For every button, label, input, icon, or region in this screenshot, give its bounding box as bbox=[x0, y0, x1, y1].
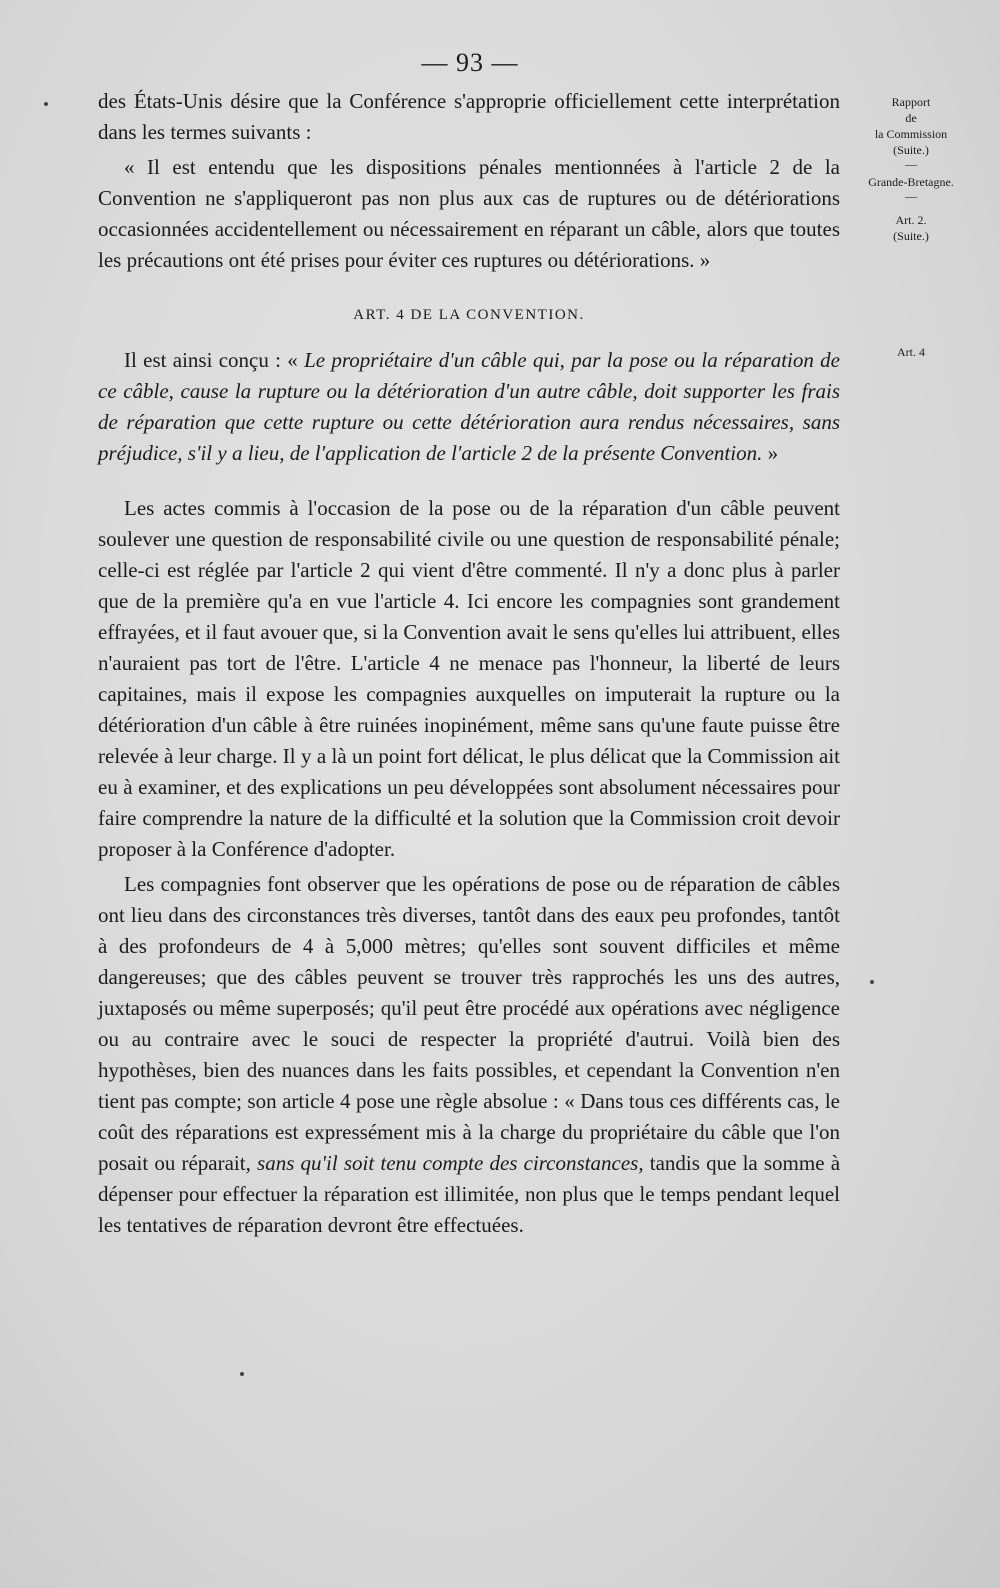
paper-speck bbox=[870, 980, 874, 984]
margin-article-4: Art. 4 bbox=[897, 345, 925, 359]
companies-text-b: tandis que la somme à dépenser pour effectuer la réparation est illimitée, non plus que le temps pendant lequel les tentatives de réparation devront être effectuées. bbox=[98, 1151, 841, 1237]
main-text bbox=[98, 86, 840, 1241]
margin-rapport-line: de bbox=[905, 111, 917, 125]
paragraph-commentary: Les actes commis à l'occasion de la pose ou de la réparation d'un câble peuvent soulever une question de responsabilité civile ou une question de responsabilité pénale; celle-ci est réglée par l'article 2 qui vient d'être commenté. Il n'y a donc plus à parler que de la première qu'a en vue l'article 4. Ici encore les compagnies sont grandement effrayées, et il faut avouer que, si la Convention avait le sens qu'elles lui attribuent, elles n'auraient pas tort de l'être. L'article 4 ne menace pas l'honneur, la liberté de leurs capitaines, mais il expose les compagnies auxquelles on imputerait la rupture ou la détérioration d'un câble à être ruinées inopinément, même sans qu'une faute puisse être relevée à leur charge. Il y a là un point fort délicat, le plus délicat que la Commission ait eu à examiner, et des explications un peu développées sont absolument nécessaires pour faire comprendre la nature de la difficulté et la solution que la Commission croit devoir proposer à la Conférence d'adopter. bbox=[98, 496, 840, 861]
paper-speck bbox=[240, 1372, 244, 1376]
paragraph-companies bbox=[98, 869, 840, 1241]
article-quote-end: » bbox=[767, 441, 779, 465]
page-number: — 93 — bbox=[421, 48, 519, 77]
margin-country: Grande-Bretagne. bbox=[868, 175, 954, 189]
margin-article-2-suite: (Suite.) bbox=[893, 229, 929, 243]
paragraph-intro: des États-Unis désire que la Conférence s'approprie officiellement cette interprétation dans les termes suivants : bbox=[98, 89, 840, 144]
companies-text-a: Les compagnies font observer que les opérations de pose ou de réparation de câbles ont lieu dans des circonstances très diverses, tantôt dans des eaux peu profondes, tantôt à des profondeurs de 4 à 5,000 mètres; qu'elles sont souvent difficiles et même dangereuses; que des câbles peuvent se trouver très rapprochés les uns des autres, juxtaposés ou même superposés; qu'il peut être procédé aux opérations avec négligence ou au contraire avec le souci de respecter la propriété d'autrui. Voilà bien des hypothèses, bien des nuances dans les faits possibles, et cependant la Convention n'en tient pas compte; son article 4 pose une règle absolue : « Dans tous ces différents cas, le coût des réparations est expressément mis à la charge du propriétaire du câble que l'on posait ou réparait, bbox=[98, 872, 840, 1175]
margin-rapport-line: (Suite.) bbox=[893, 143, 929, 157]
article-quote: Le propriétaire d'un câble qui, par la pose ou la réparation de ce câble, cause la rupture ou la détérioration d'un autre câble, doit supporter les frais de réparation que cette rupture ou cette détérioration aura rendus nécessaires, sans préjudice, s'il y a lieu, de l'application de l'article 2 de la présente Convention. bbox=[98, 348, 840, 465]
margin-rapport-line: Rapport bbox=[891, 95, 931, 109]
paragraph-quote: « Il est entendu que les dispositions pénales mentionnées à l'article 2 de la Convention ne s'appliqueront pas non plus aux cas de ruptures ou de détériorations occasionnées accidentellement ou nécessairement en réparant un câble, alors que toutes les précautions ont été prises pour éviter ces ruptures ou détériorations. » bbox=[98, 155, 840, 272]
margin-dash: — bbox=[905, 189, 917, 203]
margin-dash: — bbox=[905, 157, 917, 171]
paragraph-article-text bbox=[98, 345, 840, 469]
margin-note-article-4 bbox=[852, 344, 970, 360]
section-heading: ART. 4 DE LA CONVENTION. bbox=[353, 307, 585, 323]
companies-italic: sans qu'il soit tenu compte des circonstances, bbox=[257, 1151, 644, 1175]
margin-rapport-line: la Commission bbox=[874, 127, 948, 141]
margin-note-rapport bbox=[852, 94, 970, 244]
article-lead: Il est ainsi conçu : « bbox=[124, 348, 298, 372]
paper-speck bbox=[44, 102, 48, 106]
margin-article-2: Art. 2. bbox=[895, 213, 927, 227]
